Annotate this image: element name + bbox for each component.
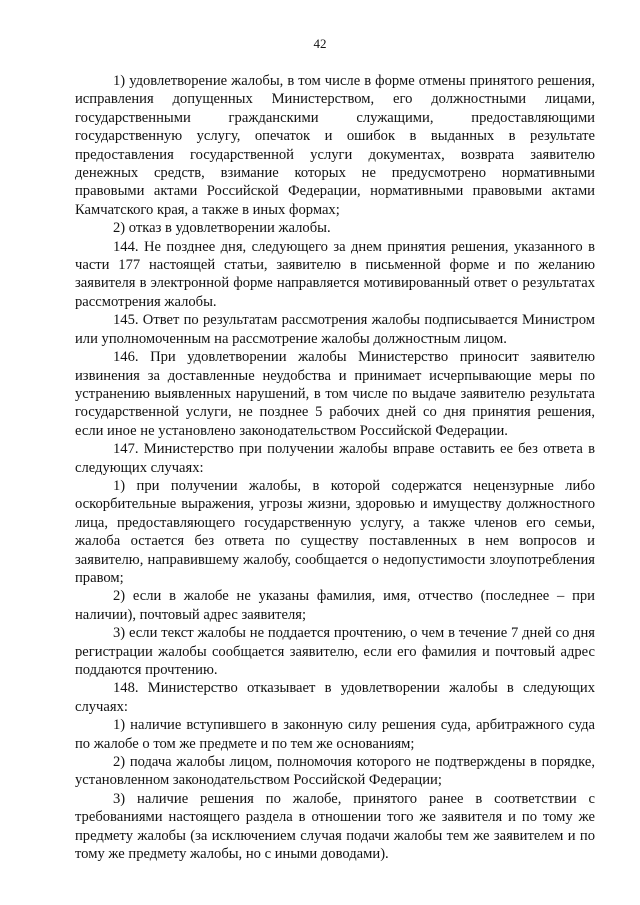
paragraph-147-item-1: 1) при получении жалобы, в которой содержатся нецензурные либо оскорбительные выражения, угрозы жизни, здоровью и имуществу должностного лица, предоставляющего государственную услугу, а также членов его семьи, жалоба остается без ответа по существу поставленных в нем вопросов и заявителю, направившему жалобу, сообщается о недопустимости злоупотребления правом; [75, 477, 595, 586]
paragraph-145: 145. Ответ по результатам рассмотрения жалобы подписывается Министром или уполномоченным на рассмотрение жалобы должностным лицом. [75, 312, 595, 347]
paragraph-147-item-2: 2) если в жалобе не указаны фамилия, имя, отчество (последнее – при наличии), почтовый адрес заявителя; [75, 588, 595, 623]
paragraph-144: 144. Не позднее дня, следующего за днем принятия решения, указанного в части 177 настоящей статьи, заявителю в письменной форме и по желанию заявителя в электронной форме направляется мотивированный ответ о результатах рассмотрения жалобы. [75, 238, 595, 310]
document-body [75, 72, 595, 863]
paragraph-148-item-1: 1) наличие вступившего в законную силу решения суда, арбитражного суда по жалобе о том же предмете и по тем же основаниям; [75, 717, 595, 752]
paragraph-147: 147. Министерство при получении жалобы вправе оставить ее без ответа в следующих случаях: [75, 441, 595, 476]
paragraph-148: 148. Министерство отказывает в удовлетворении жалобы в следующих случаях: [75, 680, 595, 715]
paragraph-146: 146. При удовлетворении жалобы Министерство приносит заявителю извинения за доставленные неудобства и принимает исчерпывающие меры по устранению выявленных нарушений, в том числе по выдаче заявителю результата государственной услуги, не позднее 5 рабочих дней со дня принятия решения, если иное не установлено законодательством Российской Федерации. [75, 349, 595, 439]
paragraph-148-item-2: 2) подача жалобы лицом, полномочия которого не подтверждены в порядке, установленном законодательством Российской Федерации; [75, 754, 595, 789]
page-number: 42 [313, 36, 327, 51]
paragraph-remedy-refusal: 2) отказ в удовлетворении жалобы. [113, 220, 331, 237]
paragraph-remedy-satisfaction: 1) удовлетворение жалобы, в том числе в форме отмены принятого решения, исправления допущенных Министерством, его должностными лицами, государственными гражданскими служащими, предоставляющими государственную услугу, опечаток и ошибок в выданных в результате предоставления государственной услуги документах, возврата заявителю денежных средств, взимание которых не предусмотрено нормативными правовыми актами Российской Федерации, нормативными правовыми актами Камчатского края, а также в иных формах; [75, 73, 595, 218]
paragraph-148-item-3: 3) наличие решения по жалобе, принятого ранее в соответствии с требованиями настоящего раздела в отношении того же заявителя и по тому же предмету жалобы (за исключением случая подачи жалобы тем же заявителем и по тому же предмету жалобы, но с иными доводами). [75, 790, 595, 863]
paragraph-147-item-3: 3) если текст жалобы не поддается прочтению, о чем в течение 7 дней со дня регистрации жалобы сообщается заявителю, если его фамилия и почтовый адрес поддаются прочтению. [75, 625, 595, 678]
